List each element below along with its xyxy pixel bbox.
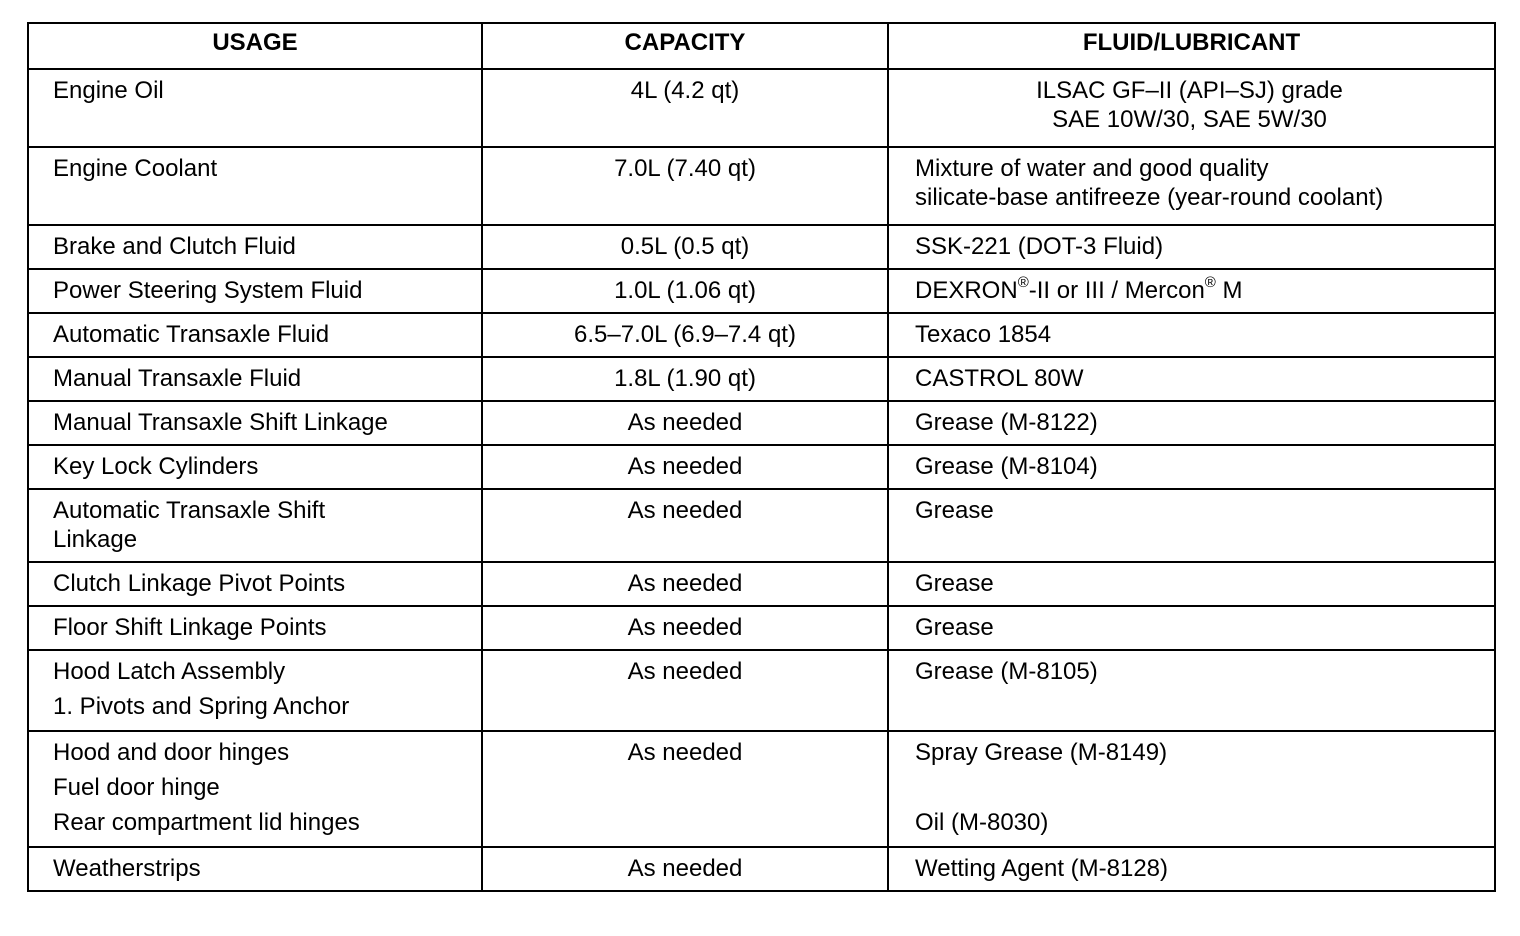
- usage-text: Fuel door hinge: [53, 774, 220, 801]
- usage-cell: Automatic Transaxle Fluid: [28, 313, 482, 357]
- fluid-cell: Grease: [888, 562, 1495, 606]
- usage-cell: Manual Transaxle Shift Linkage: [28, 401, 482, 445]
- table-row: [28, 269, 1495, 313]
- table-row: [28, 731, 1495, 847]
- fluid-cell: [888, 269, 1495, 313]
- blank-line: [915, 770, 1484, 805]
- usage-text: 1. Pivots and Spring Anchor: [53, 693, 350, 720]
- table-row: [28, 225, 1495, 269]
- capacity-cell: 0.5L (0.5 qt): [482, 225, 888, 269]
- registered-mark: ®: [1204, 274, 1216, 291]
- table-row: [28, 147, 1495, 225]
- fluid-text: ILSAC GF–II (API–SJ) grade: [1036, 77, 1343, 104]
- table-row: [28, 401, 1495, 445]
- table-row: [28, 445, 1495, 489]
- capacity-cell: As needed: [482, 489, 888, 562]
- table-row: [28, 606, 1495, 650]
- usage-cell: [28, 489, 482, 562]
- header-usage: USAGE: [28, 23, 482, 69]
- fluid-cell: Texaco 1854: [888, 313, 1495, 357]
- capacity-cell: As needed: [482, 650, 888, 731]
- usage-cell: [28, 147, 482, 225]
- capacity-cell: As needed: [482, 847, 888, 891]
- table-row: [28, 313, 1495, 357]
- table-row: [28, 489, 1495, 562]
- usage-cell: Floor Shift Linkage Points: [28, 606, 482, 650]
- usage-cell: Clutch Linkage Pivot Points: [28, 562, 482, 606]
- fluid-cell: Wetting Agent (M-8128): [888, 847, 1495, 891]
- fluid-text: Oil (M-8030): [915, 809, 1049, 836]
- capacity-cell: 6.5–7.0L (6.9–7.4 qt): [482, 313, 888, 357]
- table-row: [28, 650, 1495, 731]
- table-row: [28, 562, 1495, 606]
- fluid-cell: Grease (M-8104): [888, 445, 1495, 489]
- capacity-cell: As needed: [482, 606, 888, 650]
- fluid-lubricant-table: [27, 22, 1496, 892]
- usage-text: Hood and door hinges: [53, 739, 290, 766]
- table-header-row: [28, 23, 1495, 69]
- usage-cell: [28, 69, 482, 147]
- usage-cell: Brake and Clutch Fluid: [28, 225, 482, 269]
- table-row: [28, 357, 1495, 401]
- usage-cell: Power Steering System Fluid: [28, 269, 482, 313]
- usage-cell: [28, 731, 482, 847]
- fluid-text-dexron: DEXRON: [915, 277, 1018, 304]
- usage-text: Rear compartment lid hinges: [53, 809, 360, 836]
- fluid-cell: CASTROL 80W: [888, 357, 1495, 401]
- fluid-text: Mixture of water and good quality: [915, 155, 1269, 182]
- capacity-cell: 1.0L (1.06 qt): [482, 269, 888, 313]
- table-row: [28, 847, 1495, 891]
- usage-cell: Weatherstrips: [28, 847, 482, 891]
- fluid-text: SAE 10W/30, SAE 5W/30: [1052, 106, 1327, 133]
- fluid-text-m: M: [1215, 277, 1243, 304]
- usage-text: Engine Oil: [53, 77, 164, 104]
- fluid-cell: Grease (M-8105): [888, 650, 1495, 731]
- fluid-cell: [888, 147, 1495, 225]
- usage-cell: [28, 650, 482, 731]
- usage-cell: Manual Transaxle Fluid: [28, 357, 482, 401]
- capacity-cell: 7.0L (7.40 qt): [482, 147, 888, 225]
- fluid-cell: Grease (M-8122): [888, 401, 1495, 445]
- registered-mark: ®: [1017, 274, 1029, 291]
- fluid-cell: Grease: [888, 606, 1495, 650]
- usage-text: Automatic Transaxle Shift: [53, 497, 326, 524]
- fluid-cell: [888, 69, 1495, 147]
- usage-text: Linkage: [53, 526, 138, 553]
- capacity-cell: As needed: [482, 445, 888, 489]
- capacity-cell: 4L (4.2 qt): [482, 69, 888, 147]
- table-row: [28, 69, 1495, 147]
- fluid-cell: SSK-221 (DOT-3 Fluid): [888, 225, 1495, 269]
- capacity-cell: As needed: [482, 562, 888, 606]
- fluid-text-mercon: -II or III / Mercon: [1028, 277, 1205, 304]
- fluid-text: silicate-base antifreeze (year-round coolant): [915, 184, 1384, 211]
- capacity-cell: 1.8L (1.90 qt): [482, 357, 888, 401]
- capacity-cell: As needed: [482, 731, 888, 847]
- header-fluid-lubricant: FLUID/LUBRICANT: [888, 23, 1495, 69]
- fluid-cell: [888, 731, 1495, 847]
- fluid-text: Spray Grease (M-8149): [915, 739, 1168, 766]
- usage-text: Hood Latch Assembly: [53, 658, 286, 685]
- usage-text: Engine Coolant: [53, 155, 218, 182]
- fluid-cell: Grease: [888, 489, 1495, 562]
- capacity-cell: As needed: [482, 401, 888, 445]
- usage-cell: Key Lock Cylinders: [28, 445, 482, 489]
- header-capacity: CAPACITY: [482, 23, 888, 69]
